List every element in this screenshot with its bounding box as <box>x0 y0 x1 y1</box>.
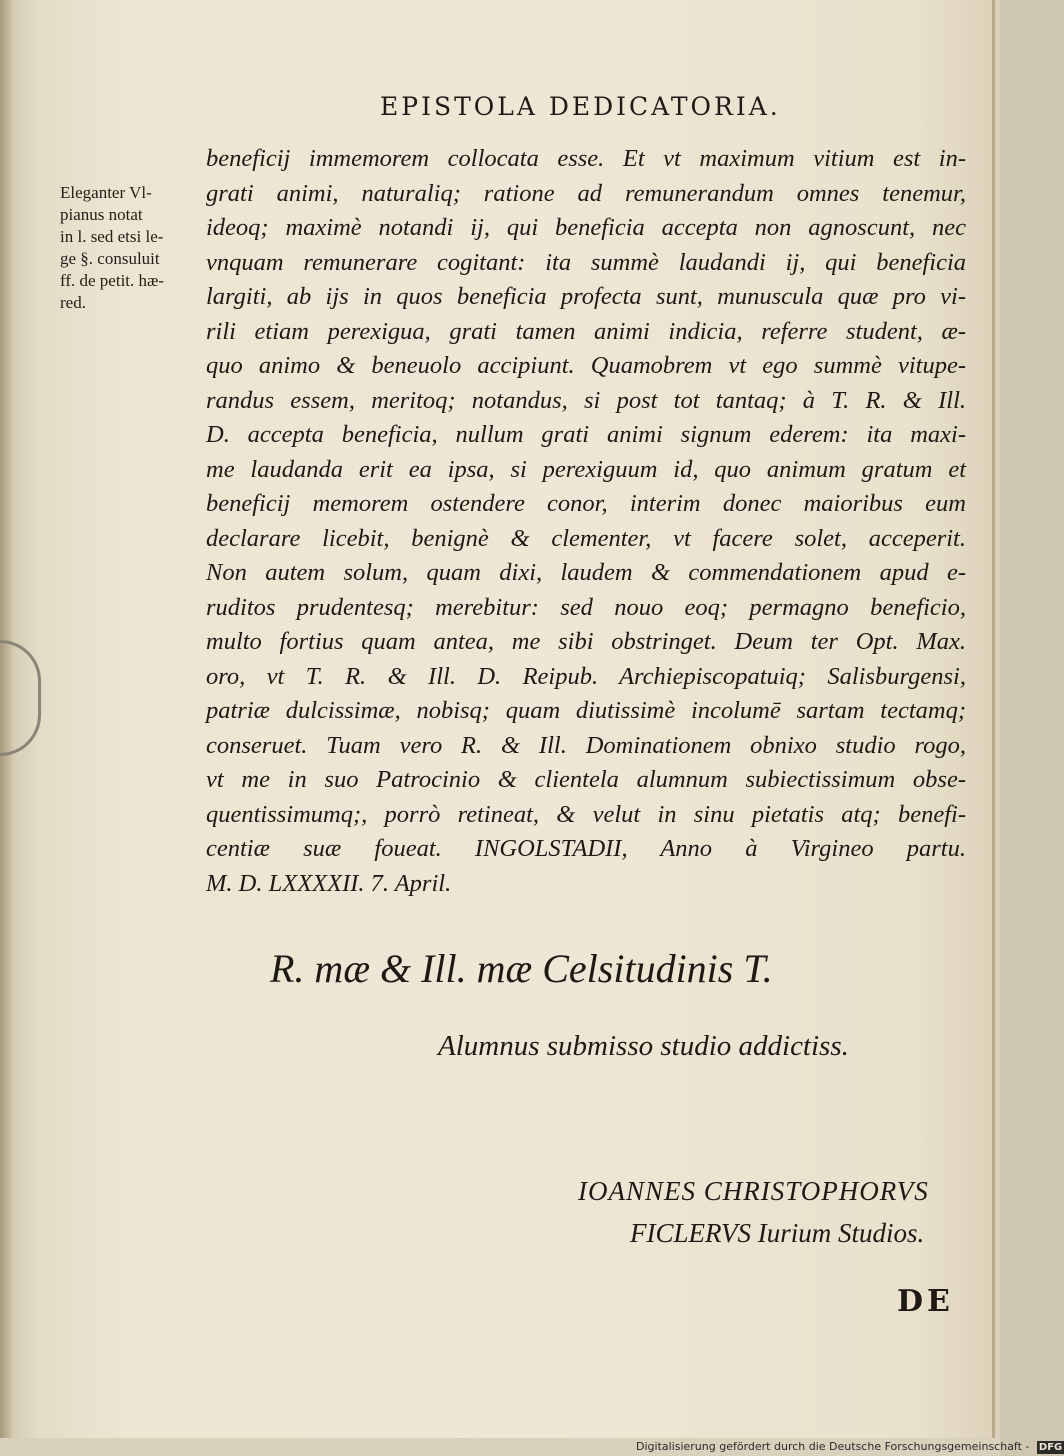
body-line: beneficij immemorem collocata esse. Et vt maximum vitium est in- <box>206 145 966 172</box>
margin-note-line: ge §. consuluit <box>60 249 160 268</box>
body-line: conseruet. Tuam vero R. & Ill. Dominationem obnixo studio rogo, <box>206 731 966 759</box>
margin-note <box>60 182 210 314</box>
body-line: largiti, ab ijs in quos beneficia profecta sunt, munuscula quæ pro vi- <box>206 283 966 310</box>
signature-name: IOANNES CHRISTOPHORVS <box>578 1176 929 1206</box>
salutation: R. mæ & Ill. mæ Celsitudinis T. <box>270 946 773 991</box>
body-line: D. accepta beneficia, nullum grati animi signum ederem: ita maxi- <box>206 421 966 448</box>
body-line: vnquam remunerare cogitant: ita summè laudandi ij, qui beneficia <box>206 248 966 276</box>
dfg-logo-icon: DFG <box>1038 1442 1063 1453</box>
catchword: DE <box>897 1284 954 1319</box>
footer-text: Digitalisierung gefördert durch die Deutsche Forschungsgemeinschaft - <box>636 1440 1030 1453</box>
book-clip-icon <box>0 640 41 756</box>
running-header: EPISTOLA DEDICATORIA. <box>380 92 781 121</box>
body-line: rili etiam perexigua, grati tamen animi indicia, referre student, æ- <box>206 317 966 345</box>
body-line: quo animo & beneuolo accipiunt. Quamobrem vt ego summè vitupe- <box>206 352 966 379</box>
body-line: randus essem, meritoq; notandus, si post tot tantaq; à T. R. & Ill. <box>206 386 966 414</box>
body-line: M. D. LXXXXII. 7. April. <box>206 869 452 897</box>
body-line: ideoq; maximè notandi ij, qui beneficia accepta non agnoscunt, nec <box>206 214 966 241</box>
body-line: ruditos prudentesq; merebitur: sed nouo eoq; permagno beneficio, <box>206 593 966 621</box>
body-line: centiæ suæ foueat. INGOLSTADII, Anno à Virgineo partu. <box>206 835 966 862</box>
margin-note-line: in l. sed etsi le- <box>60 227 164 246</box>
body-line: grati animi, naturaliq; ratione ad remunerandum omnes tenemur, <box>206 179 966 207</box>
body-line: me laudanda erit ea ipsa, si perexiguum id, quo animum gratum et <box>206 455 966 483</box>
body-line: oro, vt T. R. & Ill. D. Reipub. Archiepiscopatuiq; Salisburgensi, <box>206 662 966 690</box>
signature-surname: FICLERVS Iurium Studios. <box>630 1218 925 1248</box>
body-line: declarare licebit, benignè & clementer, vt facere solet, acceperit. <box>206 524 966 552</box>
margin-note-line: red. <box>60 293 86 312</box>
body-text <box>206 142 966 901</box>
body-line: quentissimumq;, porrò retineat, & velut in sinu pietatis atq; benefi- <box>206 800 966 828</box>
body-line: vt me in suo Patrocinio & clientela alumnum subiectissimum obse- <box>206 766 966 793</box>
margin-note-line: ff. de petit. hæ- <box>60 271 165 290</box>
margin-note-line: pianus notat <box>60 205 143 224</box>
body-line: Non autem solum, quam dixi, laudem & commendationem apud e- <box>206 559 966 586</box>
body-line: patriæ dulcissimæ, nobisq; quam diutissimè incolumē sartam tectamq; <box>206 697 966 724</box>
body-line: beneficij memorem ostendere conor, interim donec maioribus eum <box>206 490 966 517</box>
closing-line: Alumnus submisso studio addictiss. <box>438 1030 849 1062</box>
digitization-footer <box>636 1438 1064 1456</box>
margin-note-line: Eleganter Vl- <box>60 183 152 202</box>
body-line: multo fortius quam antea, me sibi obstringet. Deum ter Opt. Max. <box>206 628 966 655</box>
